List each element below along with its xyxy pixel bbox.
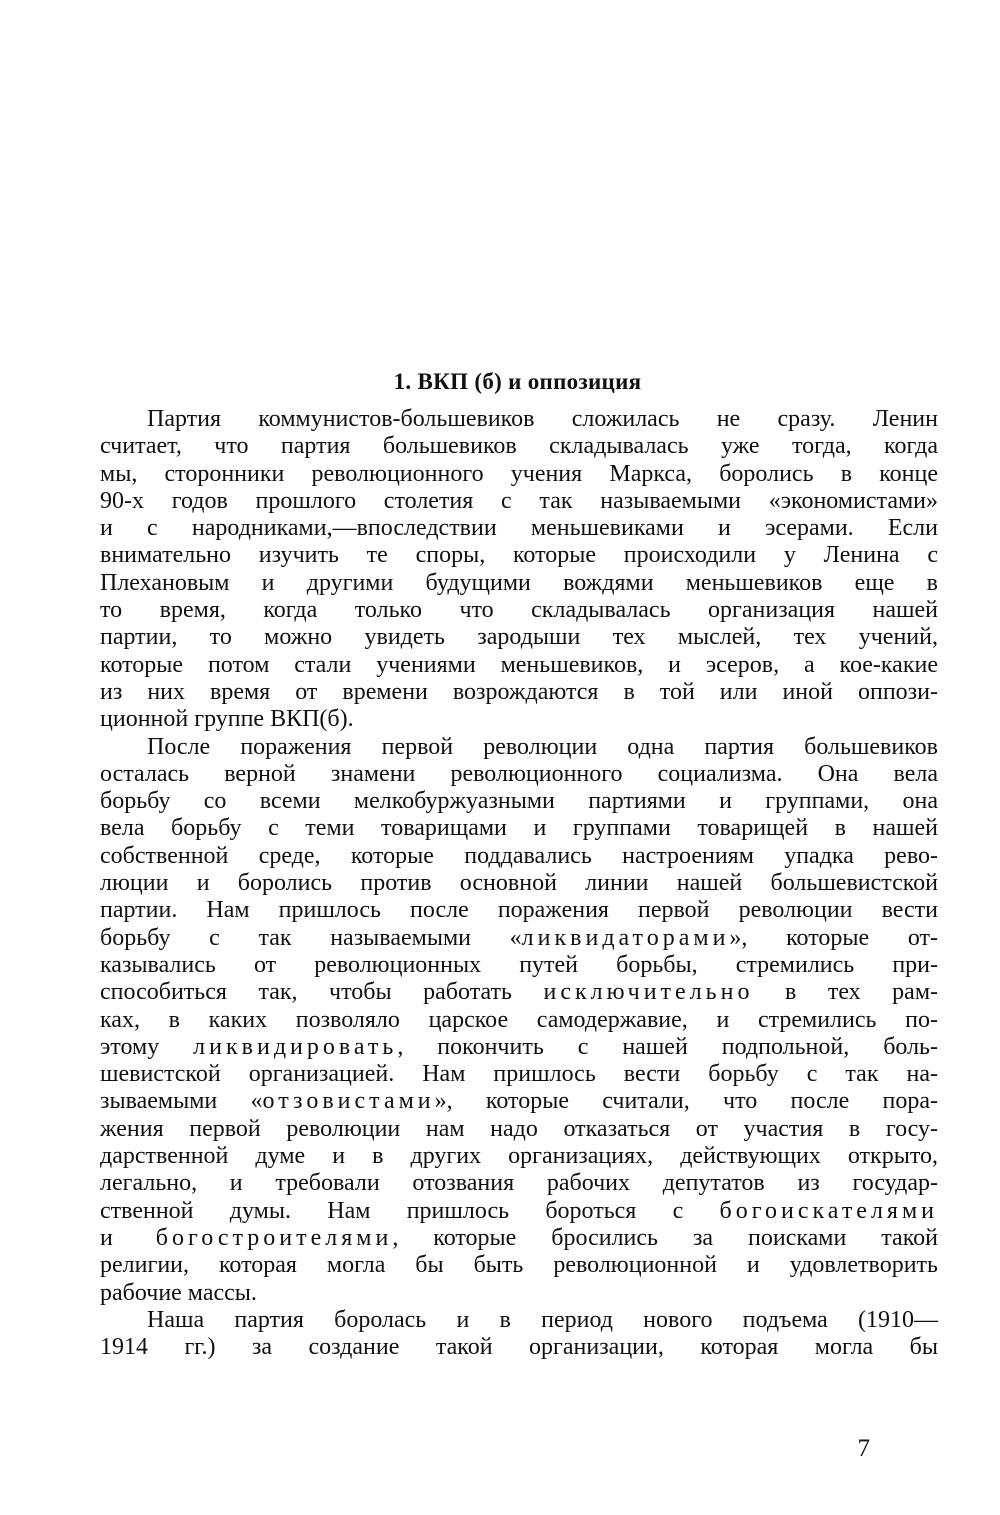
- text-line: борьбу со всеми мелкобуржуазными партиями и группами, она: [100, 788, 938, 815]
- text-run: борьбу с так называемыми «: [100, 924, 522, 951]
- text-run: зываемыми «: [100, 1088, 263, 1115]
- text-run: , которые бросились за поисками такой: [392, 1224, 938, 1251]
- text-line: партии. Нам пришлось после поражения первой революции вести: [100, 897, 938, 924]
- text-line: вела борьбу с теми товарищами и группами товарищей в нашей: [100, 815, 938, 842]
- text-line: [100, 1088, 938, 1115]
- text-line: 90-х годов прошлого столетия с так называемыми «экономистами»: [100, 487, 938, 514]
- text-line: шевистской организацией. Нам пришлось вести борьбу с так на-: [100, 1061, 938, 1088]
- text-run: ственной думы. Нам пришлось бороться с: [100, 1197, 720, 1224]
- page-number: 7: [857, 1435, 870, 1462]
- spaced-emphasis: ликвидировать: [193, 1033, 398, 1060]
- spaced-emphasis: и богостроителями: [100, 1224, 393, 1251]
- text-line: партии, то можно увидеть зародыши тех мыслей, тех учений,: [100, 624, 938, 651]
- text-line: 1914 гг.) за создание такой организации, которая могла бы: [100, 1334, 938, 1361]
- spaced-emphasis: богоискателями: [719, 1197, 938, 1224]
- text-line: Наша партия боролась и в период нового подъема (1910—: [147, 1306, 938, 1333]
- body-text: [100, 406, 938, 1361]
- paragraph-2: [100, 734, 938, 1307]
- text-line: собственной среде, которые поддавались настроениям упадка рево-: [100, 842, 938, 869]
- spaced-emphasis: отзовистами: [262, 1088, 435, 1115]
- text-run: в тех рам-: [753, 979, 939, 1006]
- text-line: [100, 1225, 938, 1252]
- text-line: из них время от времени возрождаются в той или иной оппози-: [100, 678, 938, 705]
- text-line: которые потом стали учениями меньшевиков, и эсеров, а кое-какие: [100, 651, 938, 678]
- text-line: Плехановым и другими будущими вождями меньшевиков еще в: [100, 569, 938, 596]
- text-line: [100, 979, 938, 1006]
- text-line: внимательно изучить те споры, которые происходили у Ленина с: [100, 542, 938, 569]
- text-run: », которые от-: [729, 924, 938, 951]
- paragraph-1: [100, 406, 938, 734]
- text-line: ционной группе ВКП(б).: [100, 706, 354, 733]
- text-line: казывались от революционных путей борьбы, стремились при-: [100, 951, 938, 978]
- text-line: рабочие массы.: [100, 1279, 257, 1306]
- text-line: [100, 1198, 938, 1225]
- text-line: считает, что партия большевиков складывалась уже тогда, когда: [100, 433, 938, 460]
- spaced-emphasis: ликвидаторами: [521, 924, 730, 951]
- text-line: После поражения первой революции одна партия большевиков: [147, 733, 938, 760]
- spaced-emphasis: исключительно: [543, 979, 754, 1006]
- text-line: Партия коммунистов-большевиков сложилась не сразу. Ленин: [147, 406, 938, 432]
- text-run: этому: [100, 1033, 194, 1060]
- text-line: то время, когда только что складывалась организация нашей: [100, 597, 938, 624]
- text-run: способиться так, чтобы работать: [100, 979, 544, 1006]
- text-run: », которые считали, что после пора-: [434, 1088, 938, 1115]
- text-line: [100, 925, 938, 952]
- paragraph-3: [100, 1307, 938, 1362]
- text-line: [100, 1034, 938, 1061]
- text-line: легально, и требовали отозвания рабочих депутатов из государ-: [100, 1170, 938, 1197]
- text-line: жения первой революции нам надо отказаться от участия в госу-: [100, 1115, 938, 1142]
- section-title: 1. ВКП (б) и оппозиция: [393, 369, 642, 394]
- text-line: ках, в каких позволяло царское самодержавие, и стремились по-: [100, 1006, 938, 1033]
- text-line: религии, которая могла бы быть революционной и удовлетворить: [100, 1252, 938, 1279]
- text-line: люции и боролись против основной линии нашей большевистской: [100, 870, 938, 897]
- text-run: , покончить с нашей подпольной, боль-: [397, 1033, 938, 1060]
- text-line: мы, сторонники революционного учения Маркса, боролись в конце: [100, 460, 938, 487]
- text-line: дарственной думе и в других организациях, действующих открыто,: [100, 1143, 938, 1170]
- text-line: и с народниками,—впоследствии меньшевиками и эсерами. Если: [100, 515, 938, 542]
- text-line: осталась верной знамени революционного социализма. Она вела: [100, 760, 938, 787]
